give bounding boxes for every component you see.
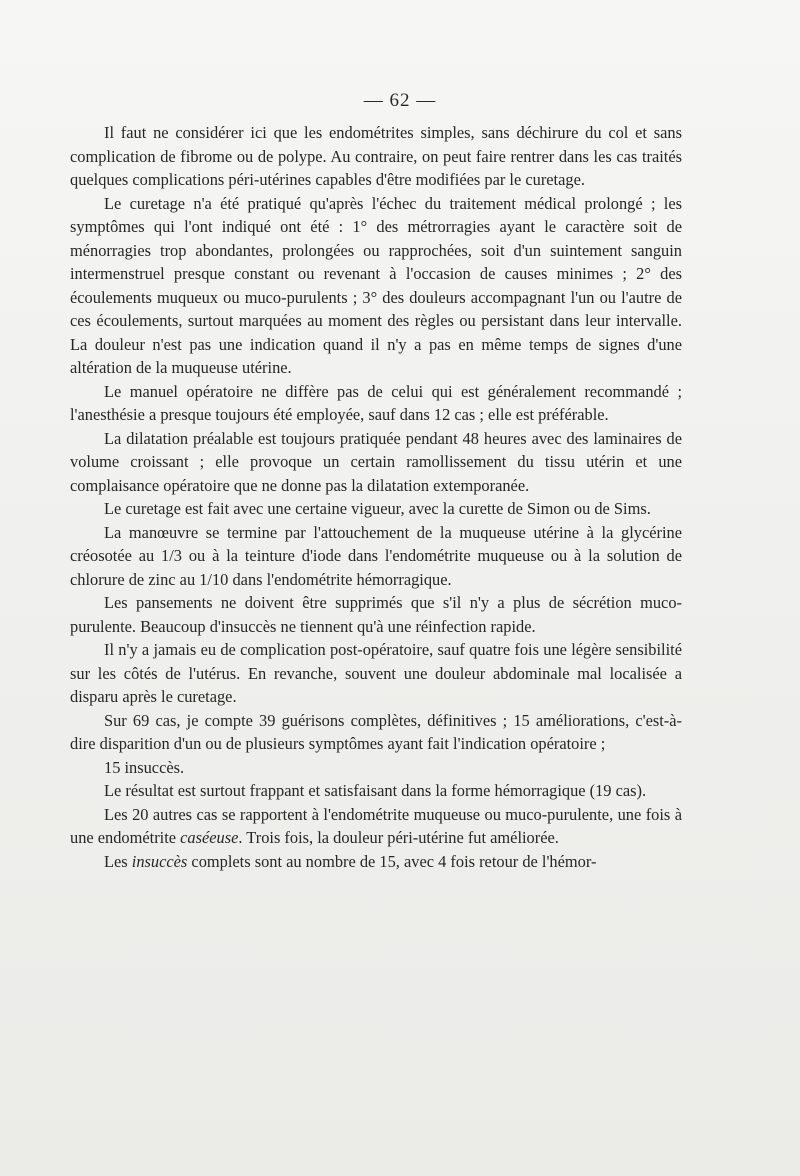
paragraph-1: Il faut ne considérer ici que les endométrites simples, sans déchirure du col et sans complication de fibrome ou de polype. Au contraire, on peut faire rentrer dans les cas traités quelques complications péri-utérines capables d'être modifiées par le curetage. <box>70 123 682 189</box>
paragraph-13-italic: insuccès <box>131 851 188 871</box>
paragraph-13 <box>70 850 682 874</box>
paragraph-12-part-b: . Trois fois, la douleur péri-utérine fut améliorée. <box>238 828 559 847</box>
paragraph-12-part-a: Les 20 autres cas se rapportent à l'endométrite muqueuse ou muco-purulente, une fois à une endométrite <box>70 804 682 847</box>
paragraph-13-part-b: complets sont au nombre de 15, avec 4 fois retour de l'hémor- <box>191 851 597 871</box>
paragraph-10: 15 insuccès. <box>104 757 185 777</box>
paragraph-2: Le curetage n'a été pratiqué qu'après l'échec du traitement médical prolongé ; les symptômes qui l'ont indiqué ont été : 1° des métrorragies ayant le caractère soit de ménorragies trop abondantes, prolongées ou rapprochées, soit d'un suintement sanguin intermenstruel presque constant ou revenant à l'occasion de causes minimes ; 2° des écoulements muqueux ou muco-purulents ; 3° des douleurs accompagnant l'un ou l'autre de ces écoulements, surtout marquées au moment des règles ou persistant dans leur intervalle. La douleur n'est pas une indication quand il n'y a pas en même temps de signes d'une altération de la muqueuse utérine. <box>70 193 682 377</box>
paragraph-3: Le manuel opératoire ne diffère pas de celui qui est généralement recommandé ; l'anesthésie a presque toujours été employée, sauf dans 12 cas ; elle est préférable. <box>70 381 682 424</box>
paragraph-12-italic: caséeuse <box>180 828 239 847</box>
paragraph-4: La dilatation préalable est toujours pratiquée pendant 48 heures avec des laminaires de volume croissant ; elle provoque un certain ramollissement du tissu utérin et une complaisance opératoire que ne donne pas la dilatation extemporanée. <box>70 428 682 495</box>
page-number: — 62 — <box>363 90 437 111</box>
paragraph-5: Le curetage est fait avec une certaine vigueur, avec la curette de Simon ou de Sims. <box>104 499 651 518</box>
paragraph-9: Sur 69 cas, je compte 39 guérisons complètes, définitives ; 15 améliorations, c'est-à-dire disparition d'un ou de plusieurs symptômes ayant fait l'indication opératoire ; <box>70 710 682 753</box>
body-text <box>70 121 682 873</box>
paragraph-7: Les pansements ne doivent être supprimés que s'il n'y a plus de sécrétion muco-purulente. Beaucoup d'insuccès ne tiennent qu'à une réinfection rapide. <box>70 593 682 636</box>
paragraph-13-part-a: Les <box>104 851 128 871</box>
paragraph-6: La manœuvre se termine par l'attouchement de la muqueuse utérine à la glycérine créosotée au 1/3 ou à la teinture d'iode dans l'endométrite muqueuse ou à la solution de chlorure de zinc au 1/10 dans l'endométrite hémorragique. <box>70 522 682 589</box>
paragraph-12 <box>70 803 682 850</box>
paragraph-11: Le résultat est surtout frappant et satisfaisant dans la forme hémorragique (19 cas). <box>104 781 647 800</box>
paragraph-8: Il n'y a jamais eu de complication post-opératoire, sauf quatre fois une légère sensibilité sur les côtés de l'utérus. En revanche, souvent une douleur abdominale mal localisée a disparu après le curetage. <box>70 640 682 706</box>
